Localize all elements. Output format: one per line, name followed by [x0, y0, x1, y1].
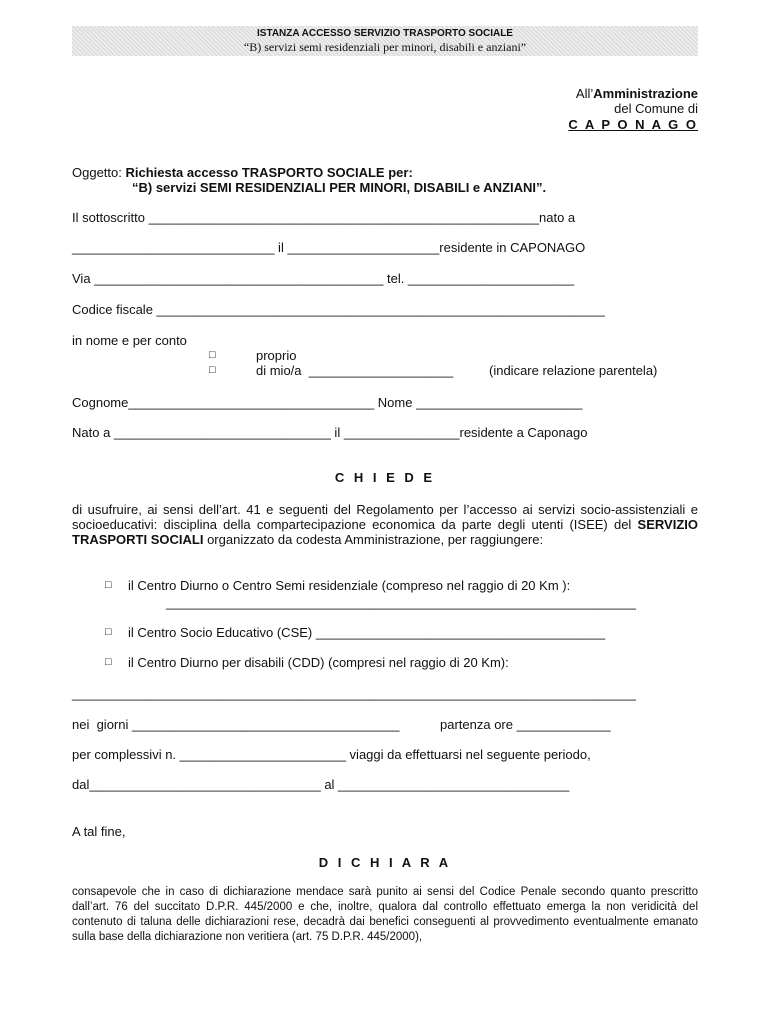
field-periodo[interactable]: dal________________________________ al ________________________________ — [72, 777, 570, 792]
subject-line1 — [72, 165, 413, 180]
field-address-phone[interactable]: Via ________________________________________ tel. _______________________ — [72, 271, 575, 286]
option-proprio-label: proprio — [256, 348, 297, 363]
recipient-prefix: All’ — [575, 86, 594, 101]
field-sottoscritto[interactable]: Il sottoscritto ______________________________________________________nato a — [72, 210, 576, 225]
option-cdd: il Centro Diurno per disabili (CDD) (compresi nel raggio di 20 Km): — [128, 655, 509, 670]
chiede-text: di usufruire, ai sensi dell’art. 41 e seguenti del Regolamento per l’accesso ai servizi socio-assistenziali e socioeducativi: disciplina della compartecipazione economica da parte degli utenti (ISEE) del — [72, 502, 698, 532]
checkbox-cse[interactable]: □ — [105, 626, 112, 638]
dichiara-title: D I C H I A R A — [318, 855, 452, 870]
field-cdd-line[interactable]: ______________________________________________________________________________ — [72, 686, 636, 701]
field-giorni[interactable]: nei giorni _____________________________________ — [72, 717, 400, 732]
label-nome-conto: in nome e per conto — [72, 333, 187, 348]
subject-title: Richiesta accesso TRASPORTO SOCIALE per: — [125, 165, 413, 180]
chiede-text-end: organizzato da codesta Amministrazione, per raggiungere: — [203, 532, 544, 547]
option-cse[interactable]: il Centro Socio Educativo (CSE) ________________________________________ — [128, 625, 606, 640]
option-centro-diurno: il Centro Diurno o Centro Semi residenziale (compreso nel raggio di 20 Km ): — [128, 578, 571, 593]
servizio-name: SERVIZIO TRASPORTI SOCIALI — [72, 517, 698, 547]
field-nato-a[interactable]: Nato a ______________________________ il ________________residente a Caponago — [72, 425, 588, 440]
tal-fine: A tal fine, — [72, 824, 126, 839]
recipient-line2: del Comune di — [614, 101, 698, 116]
field-viaggi[interactable]: per complessivi n. _______________________ viaggi da effettuarsi nel seguente periodo, — [72, 747, 591, 762]
header-subtitle: “B) servizi semi residenziali per minori, disabili e anziani” — [243, 40, 527, 54]
chiede-title: C H I E D E — [334, 470, 436, 485]
field-cognome-nome[interactable]: Cognome__________________________________ Nome _______________________ — [72, 395, 583, 410]
field-codice-fiscale[interactable]: Codice fiscale ______________________________________________________________ — [72, 302, 605, 317]
checkbox-parente[interactable]: □ — [209, 364, 216, 376]
document-header — [72, 26, 698, 56]
header-title: ISTANZA ACCESSO SERVIZIO TRASPORTO SOCIALE — [257, 28, 513, 39]
subject-label: Oggetto: — [72, 165, 126, 180]
recipient-town: C A P O N A G O — [568, 117, 698, 132]
field-partenza[interactable]: partenza ore _____________ — [440, 717, 611, 732]
field-centro-diurno[interactable]: _________________________________________________________________ — [166, 595, 636, 610]
subject-line2: “B) servizi SEMI RESIDENZIALI PER MINORI, DISABILI e ANZIANI”. — [132, 180, 547, 195]
option-parente-note: (indicare relazione parentela) — [489, 363, 658, 378]
dichiara-paragraph: consapevole che in caso di dichiarazione mendace sarà punito ai sensi del Codice Penale secondo quanto prescritto dall’art. 76 del succitato D.P.R. 445/2000 e che, inoltre, qualora dal controllo effettuato emerga la non veridicità del contenuto di taluna delle dichiarazioni rese, decadrà dai benefici conseguenti al provvedimento eventualmente emanato sulla base della dichiarazione non veritiera (art. 75 D.P.R. 445/2000), — [72, 886, 698, 943]
checkbox-centro-diurno[interactable]: □ — [105, 579, 112, 591]
checkbox-proprio[interactable]: □ — [209, 349, 216, 361]
checkbox-cdd[interactable]: □ — [105, 656, 112, 668]
recipient-entity: Amministrazione — [593, 86, 698, 101]
option-parente-label[interactable]: di mio/a ____________________ — [256, 363, 454, 378]
field-birth-residence[interactable]: ____________________________ il _____________________residente in CAPONAGO — [72, 240, 586, 255]
chiede-paragraph — [72, 502, 698, 547]
recipient-line1 — [420, 86, 698, 101]
